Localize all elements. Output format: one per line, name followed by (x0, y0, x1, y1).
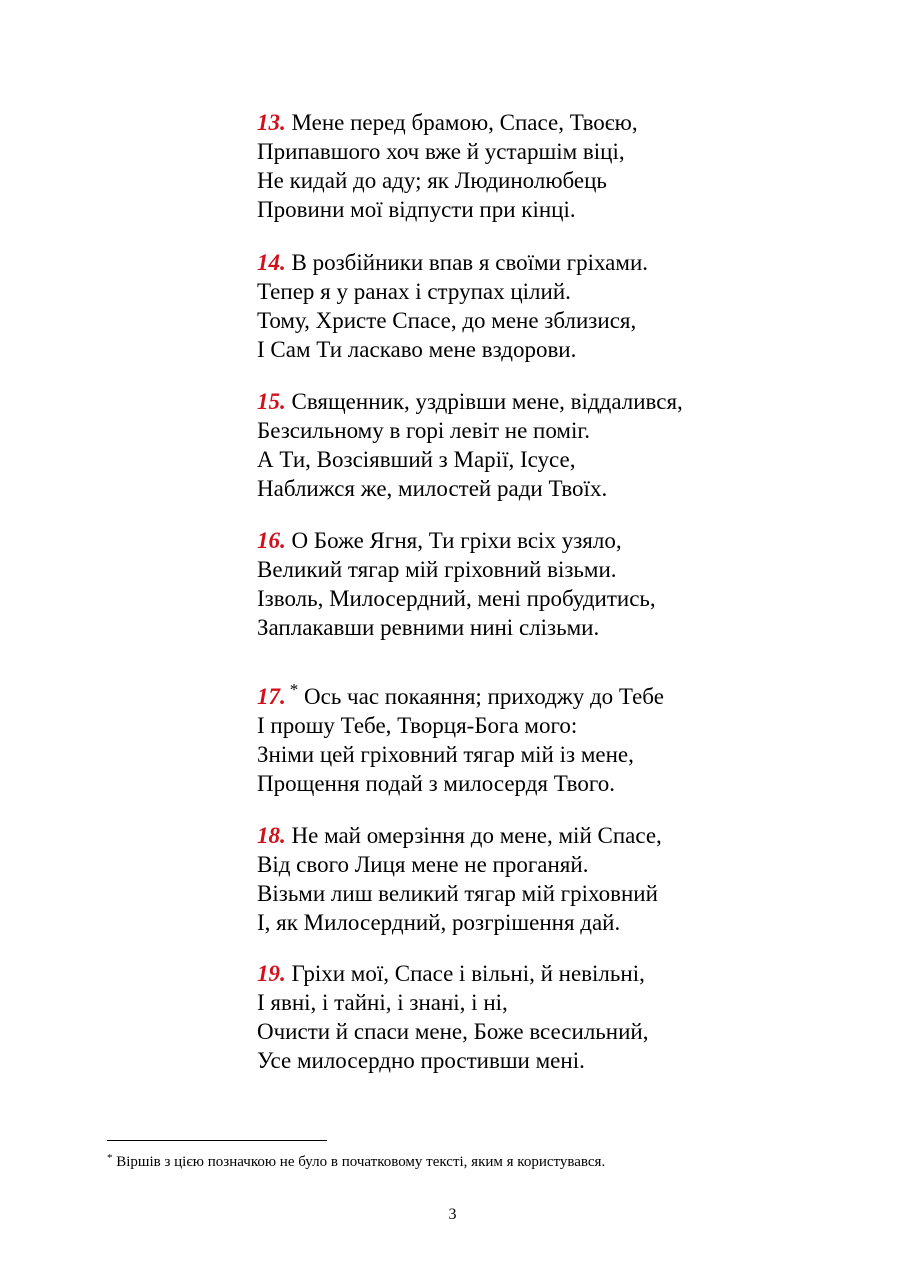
verse-text: В розбійники впав я своїми гріхами. (291, 250, 648, 275)
verse-text: Зніми цей гріховний тягар мій із мене, (257, 742, 634, 767)
verse-text: Священник, уздрівши мене, віддалився, (291, 389, 683, 414)
verse-text: Провини мої відпусти при кінці. (257, 197, 576, 222)
verse-text: Візьми лиш великий тягар мій гріховний (257, 881, 658, 906)
verse-text: Усе милосердно простивши мені. (257, 1048, 585, 1073)
verse-number: 16. (257, 528, 286, 553)
verse-text: Тому, Христе Спасе, до мене зблизися, (257, 308, 637, 333)
verse-text: Ось час покаяння; приходжу до Тебе (304, 684, 664, 709)
verse-text: Безсильному в горі левіт не поміг. (257, 418, 590, 443)
verse-text: Наближся же, милостей ради Твоїх. (257, 476, 608, 501)
stanza-17 (257, 682, 857, 798)
verse-text: Мене перед брамою, Спасе, Твоєю, (291, 110, 638, 135)
verse-number: 15. (257, 389, 286, 414)
stanza-19 (257, 959, 857, 1075)
verse-text: Припавшого хоч вже й устаршім віці, (257, 139, 625, 164)
stanza-13 (257, 108, 857, 224)
stanza-line (257, 682, 857, 711)
verse-text: Не кидай до аду; як Людинолюбець (257, 168, 607, 193)
stanza-18 (257, 821, 857, 937)
verse-text: Очисти й спаси мене, Боже всесильний, (257, 1019, 649, 1044)
verse-text: І Сам Ти ласкаво мене вздорови. (257, 337, 577, 362)
stanza-line (257, 959, 857, 988)
stanza-14 (257, 248, 857, 364)
stanza-16 (257, 526, 857, 642)
verse-number: 17. (257, 684, 286, 709)
footnote-text: Віршів з цією позначкою не було в початковому тексті, яким я користувався. (116, 1154, 606, 1170)
footnote-marker: * (289, 680, 299, 699)
verse-text: Заплакавши ревними нині слізьми. (257, 615, 600, 640)
verse-text: Не май омерзіння до мене, мій Спасе, (291, 823, 662, 848)
verse-text: Великий тягар мій гріховний візьми. (257, 557, 617, 582)
verse-text: І прошу Тебе, Творця-Бога мого: (257, 713, 578, 738)
stanza-15 (257, 387, 857, 503)
verse-text: Прощення подай з милосердя Твого. (257, 771, 615, 796)
verse-text: Від свого Лиця мене не проганяй. (257, 852, 589, 877)
stanza-line (257, 526, 857, 555)
stanza-line (257, 387, 857, 416)
verse-text: Гріхи мої, Спасе і вільні, й невільні, (291, 961, 645, 986)
verse-number: 13. (257, 110, 286, 135)
footnote-marker: * (107, 1152, 113, 1164)
verse-number: 18. (257, 823, 286, 848)
verse-text: А Ти, Возсіявший з Марії, Ісусе, (257, 447, 576, 472)
footnote-divider (107, 1140, 327, 1141)
verse-text: І, як Милосердний, розгрішення дай. (257, 910, 621, 935)
stanza-line (257, 821, 857, 850)
page-number: 3 (448, 1206, 457, 1223)
verse-text: Ізволь, Милосердний, мені пробудитись, (257, 586, 656, 611)
verse-list (257, 108, 857, 1075)
footnote (107, 1153, 605, 1172)
stanza-line (257, 108, 857, 137)
verse-text: І явні, і тайні, і знані, і ні, (257, 990, 508, 1015)
verse-text: Тепер я у ранах і струпах цілий. (257, 279, 571, 304)
verse-text: О Боже Ягня, Ти гріхи всіх узяло, (291, 528, 622, 553)
verse-number: 19. (257, 961, 286, 986)
verse-number: 14. (257, 250, 286, 275)
stanza-line (257, 248, 857, 277)
